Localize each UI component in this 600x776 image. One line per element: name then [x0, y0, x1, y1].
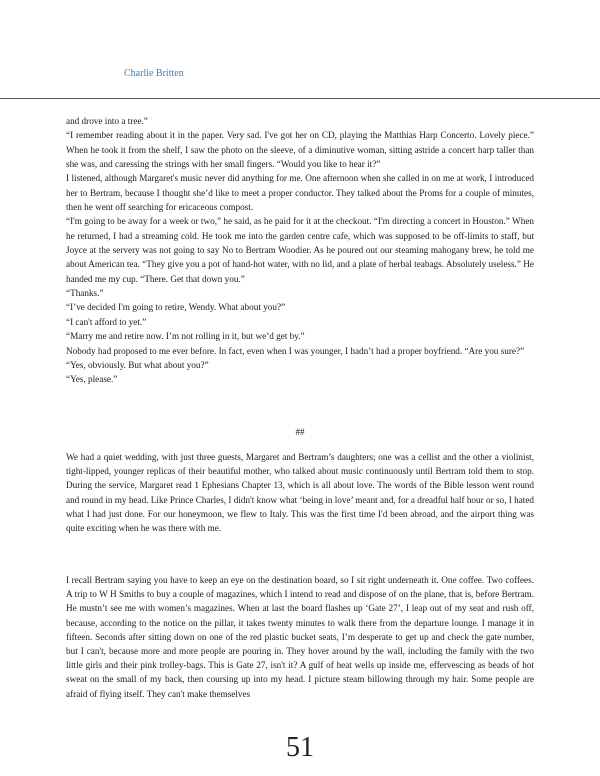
paragraph: “Yes, please.” [66, 374, 118, 385]
running-header-author: Charlie Britten [124, 68, 184, 79]
paragraph: “Thanks.” [66, 288, 104, 299]
paragraph-airport: I recall Bertram saying you have to keep an eye on the destination board, so I sit right underneath it. One coffee. Two coffees. A trip to W H Smiths to buy a couple of magazines, which I intend to read and dispose of on the plane, that is, before Bertram. He mustn’t see me with women’s magazines. When at last the board flashes up ‘Gate 27’, I leap out of my seat and rush off, because, according to the notice on the pillar, it takes twenty minutes to walk there from the departure lounge. I manage it in fifteen. Seconds after sitting down on one of the red plastic bucket seats, I’m desperate to get up and check the gate number, but I can't, because more and more people are pouring in. They hover around by the wall, including the family with the two little girls and their pink trolley-bags. This is Gate 27, isn't it? A gulf of heat wells up inside me, effervescing as beads of hot sweat on the small of my back, then coursing up into my head. I picture steam billowing through my hair. Some people are afraid of flying itself. They can't make themselves [66, 575, 534, 699]
paragraph: Nobody had proposed to me ever before. In fact, even when I was younger, I hadn’t had a proper boyfriend. “Are you sure?” [66, 345, 525, 356]
section-break: ## [295, 427, 305, 437]
paragraph-wedding: We had a quiet wedding, with just three guests, Margaret and Bertram’s daughters; one was a cellist and the other a violinist, tight-lipped, younger replicas of their beautiful mother, who talked about music continuously until Bertram told them to stop. During the service, Margaret read 1 Ephesians Chapter 13, which is all about love. The words of the Bible lesson went round and round in my head. Like Prince Charles, I didn't know what ‘being in love’ meant and, for a dreadful half hour or so, I hated what I had just done. For our honeymoon, we flew to Italy. This was the first time I'd been abroad, and the airport thing was quite exciting when he was there with me. [66, 452, 534, 534]
paragraph: “Marry me and retire now. I’m not rolling in it, but we’d get by.” [66, 331, 305, 342]
paragraph: “I’ve decided I'm going to retire, Wendy. What about you?” [66, 302, 286, 313]
paragraph: “I can't afford to yet.” [66, 316, 147, 327]
paragraph: “Yes, obviously. But what about you?” [66, 359, 209, 370]
paragraph: “I'm going to be away for a week or two,” he said, as he paid for it at the checkout. “I'm directing a concert in Houston.” When he returned, I had a streaming cold. He took me into the garden centre cafe, which was supposed to be off-limits to staff, but Joyce at the servery was not going to say No to Bertram Woodier. As he poured out our steaming mahogany brew, he told me about American tea. “They give you a pot of hand-hot water, with no lid, and a plate of herbal teabags. Absolutely useless.” He handed me my cup. “There. Get that down you.” [66, 216, 534, 284]
page-number: 51 [286, 732, 314, 763]
paragraph: I listened, although Margaret's music never did anything for me. One afternoon when she called in on me at work, I introduced her to Bertram, because I thought she’d like to meet a proper conductor. They talked about the Proms for a couple of minutes, then he went off searching for ericaceous compost. [66, 173, 534, 213]
body-text-top [66, 114, 534, 387]
header-divider [0, 98, 600, 99]
paragraph: and drove into a tree.” [66, 116, 148, 126]
paragraph: “I remember reading about it in the paper. Very sad. I've got her on CD, playing the Matthias Harp Concerto. Lovely piece.” When he took it from the shelf, I saw the photo on the sleeve, of a diminutive woman, sitting astride a concert harp taller than she was, and caressing the strings with her small fingers. “Would you like to hear it?” [66, 130, 534, 170]
